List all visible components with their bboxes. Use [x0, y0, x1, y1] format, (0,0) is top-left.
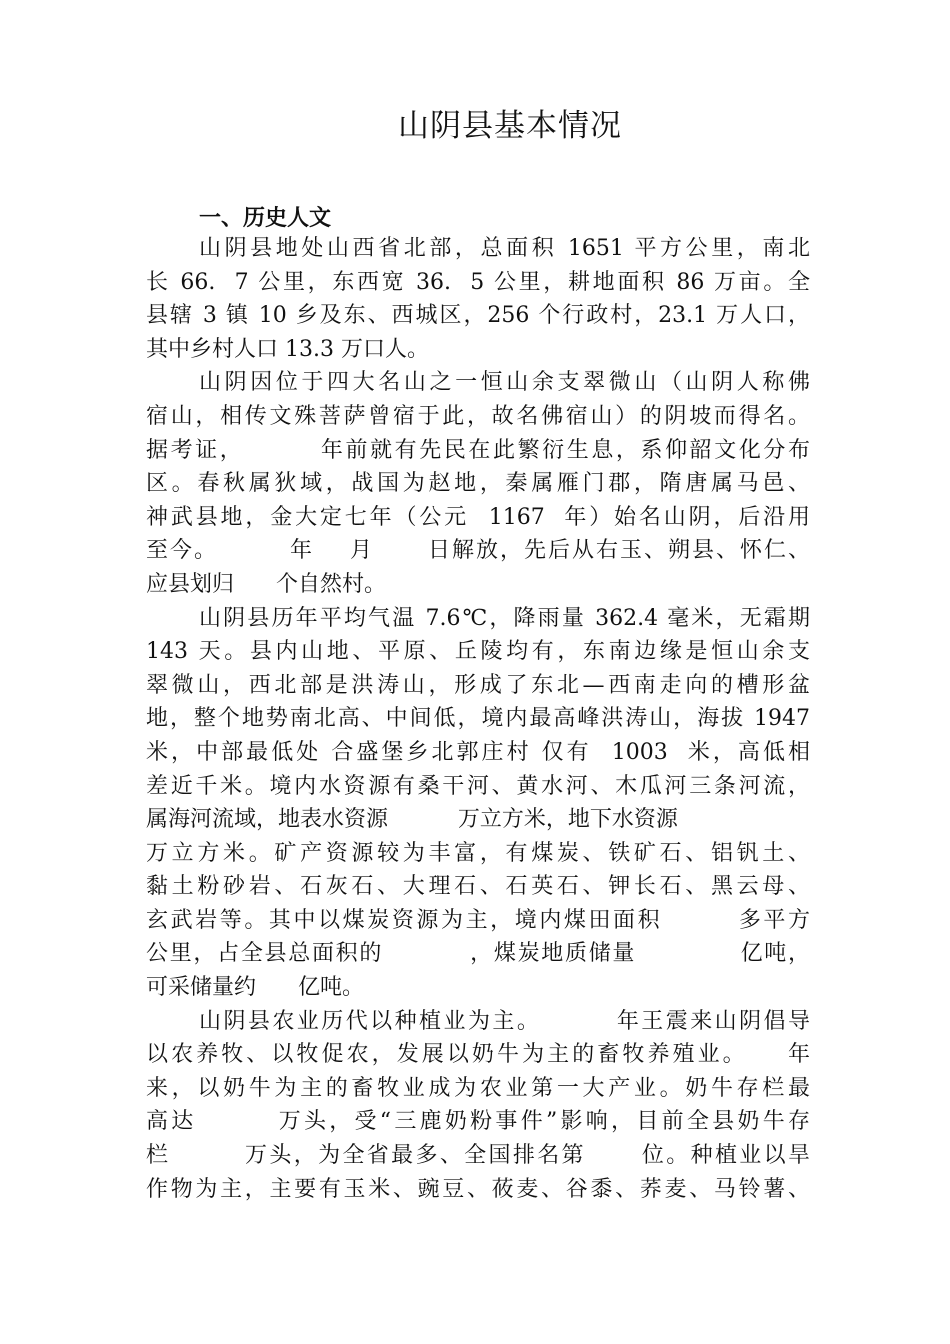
paragraph-line: 区。春秋属狄域，战国为赵地，秦属雁门郡，隋唐属马邑、 [146, 471, 810, 497]
paragraph-line: 玄武岩等。其中以煤炭资源为主，境内煤田面积 多平方 [146, 907, 810, 933]
paragraph-line: 神武县地，金大定七年（公元 1167 年）始名山阴，后沿用 [146, 504, 810, 530]
paragraph-line: 山阴县农业历代以种植业为主。 年王震来山阴倡导 [199, 1008, 810, 1034]
paragraph-line: 143 天。县内山地、平原、丘陵均有，东南边缘是恒山余支 [146, 639, 810, 665]
paragraph-line: 米，中部最低处 合盛堡乡北郭庄村 仅有 1003 米，高低相 [146, 739, 810, 765]
paragraph-line: 翠微山，西北部是洪涛山，形成了东北—西南走向的槽形盆 [146, 672, 810, 698]
paragraph-line: 作物为主，主要有玉米、豌豆、莜麦、谷黍、荞麦、马铃薯、 [146, 1176, 810, 1202]
paragraph-line: 地，整个地势南北高、中间低，境内最高峰洪涛山，海拔 1947 [146, 706, 810, 732]
paragraph-line: 应县划归 个自然村。 [146, 571, 386, 597]
paragraph-line: 长 66. 7 公里，东西宽 36. 5 公里，耕地面积 86 万亩。全 [146, 269, 810, 295]
paragraph-line: 万立方米。矿产资源较为丰富，有煤炭、铁矿石、铝钒土、 [146, 840, 810, 866]
paragraph-line: 可采储量约 亿吨。 [146, 975, 364, 1001]
paragraph-line: 高达 万头，受“三鹿奶粉事件”影响，目前全县奶牛存 [146, 1109, 810, 1135]
paragraph-line: 黏土粉砂岩、石灰石、大理石、石英石、钾长石、黑云母、 [146, 874, 810, 900]
paragraph-line: 来，以奶牛为主的畜牧业成为农业第一大产业。奶牛存栏最 [146, 1075, 810, 1101]
paragraph-line: 其中乡村人口 13.3 万口人。 [146, 336, 429, 362]
paragraph-line: 据考证， 年前就有先民在此繁衍生息，系仰韶文化分布 [146, 437, 810, 463]
document-body [146, 232, 810, 1206]
paragraph-line: 以农养牧、以牧促农，发展以奶牛为主的畜牧养殖业。 年 [146, 1042, 810, 1068]
section-heading: 一、历史人文 [199, 206, 332, 231]
paragraph-line: 山阴县地处山西省北部，总面积 1651 平方公里，南北 [199, 236, 810, 261]
paragraph-line: 至今。 年 月 日解放，先后从右玉、朔县、怀仁、 [146, 538, 810, 564]
paragraph-line: 差近千米。境内水资源有桑干河、黄水河、木瓜河三条河流， [146, 773, 810, 799]
paragraph-line: 属海河流域，地表水资源 万立方米，地下水资源 [146, 807, 678, 833]
paragraph-line: 宿山，相传文殊菩萨曾宿于此，故名佛宿山）的阴坡而得名。 [146, 403, 810, 429]
paragraph-line: 山阴县历年平均气温 7.6℃，降雨量 362.4 毫米，无霜期 [199, 605, 810, 631]
paragraph-line: 县辖 3 镇 10 乡及东、西城区，256 个行政村，23.1 万人口， [146, 303, 810, 329]
paragraph-line: 山阴因位于四大名山之一恒山余支翠微山（山阴人称佛 [199, 370, 810, 396]
paragraph-line: 栏 万头，为全省最多、全国排名第 位。种植业以旱 [146, 1143, 810, 1169]
document-title: 山阴县基本情况 [398, 108, 622, 144]
paragraph-line: 公里，占全县总面积的 ，煤炭地质储量 亿吨， [146, 941, 810, 967]
